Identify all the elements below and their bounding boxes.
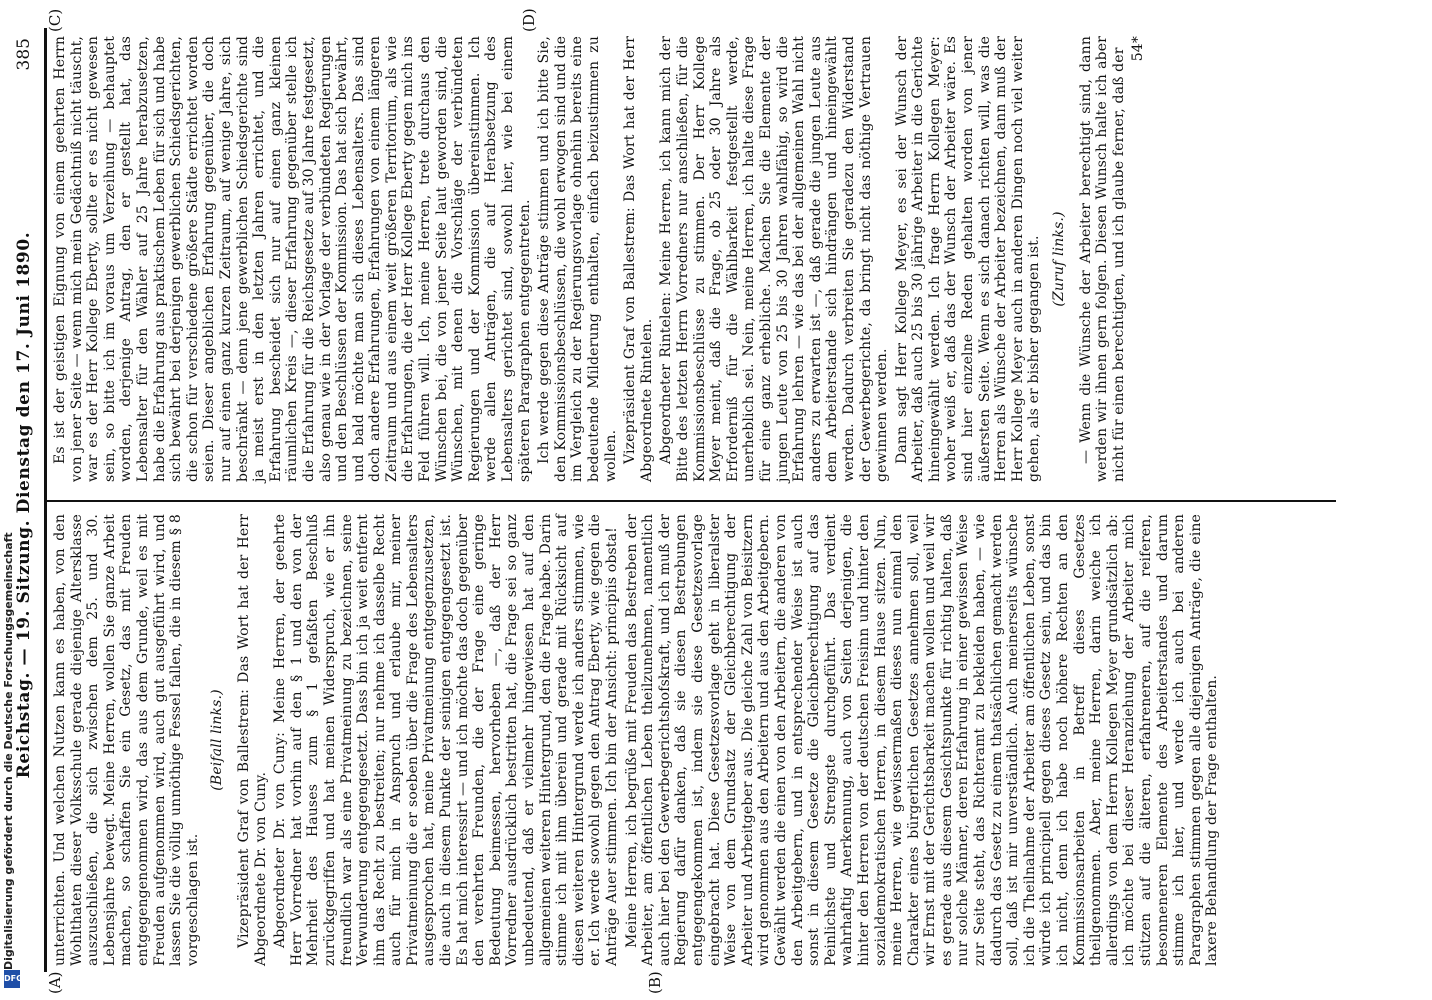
margin-mark-c: (C) [46, 8, 64, 32]
right-text-column [52, 36, 1150, 482]
signature-mark: 54* [1130, 36, 1147, 62]
speaker-paragraph: Vizepräsident Graf von Ballestrem: Das Wort hat der Herr Abgeordnete Dr. von Cuny. [235, 514, 269, 966]
paragraph: — Wenn die Wünsche der Arbeiter berechtigt sind, dann werden wir ihnen gern folgen. Diesen Wunsch halte ich aber nicht für einen berechtigten, und ich glaube ferner, daß der [1077, 36, 1127, 482]
digitization-footer: Digitalisierung gefördert durch die Deutsche Forschungsgemeinschaft DFG [2, 270, 22, 990]
page-header-title: Reichstag. — 19. Sitzung. Dienstag den 17. Juni 1890. [14, 231, 34, 779]
paragraph: Es ist der geistigen Eignung von einem geehrten Herrn von jener Seite — wenn mich mein Gedächtniß nicht täuscht, war es der Herr Kollege Eberty, sollte er es nicht gewesen sein, so bitte ich im voraus um Verzeihung — behauptet worden, derjenige Antrag, den er gestellt hat, das Lebensalter für den Wähler auf 25 Jahre herabzusetzen, habe die Erfahrung aus praktischem Leben für sich und habe sich bewährt bei derjenigen gewerblichen Schiedsgerichten, die schon für verschiedene größere Städte errichtet worden seien. Dieser angeblichen Erfahrung gegenüber, die doch nur auf einen ganz kurzen Zeitraum, auf wenige Jahre, sich beschränkt — denn jene gewerblichen Schiedsgerichte sind ja meist erst in den letzten Jahren errichtet, und die Erfahrung bescheidet sich nur auf einen ganz kleinen räumlichen Kreis —, dieser Erfahrung gegenüber stelle ich die Erfahrung für die Reichsgesetze auf 30 Jahre festgesetzt, also genau wie in der Vorlage der verbündeten Regierungen und den Beschlüssen der Kommission. Das hat sich bewährt, und bald möchte man sich dieses Lebensalters. Das sind doch andere Erfahrungen, Erfahrungen von einem längeren Zeitraum und aus einem weit größeren Territorium, als wie die Erfahrungen, die der Herr Kollege Eberty gegen mich ins Feld führen will. Ich, meine Herren, trete durchaus den Wünschen bei, die von jener Seite laut geworden sind, die Wünschen, mit denen die Vorschläge der verbündeten Regierungen und der Kommission übereinstimmen. Ich werde allen Anträgen, die auf Herabsetzung des Lebensalters gerichtet sind, sowohl hier, wie bei einem späteren Paragraphen entgegentreten. [52, 36, 533, 482]
speaker-paragraph: Vizepräsident Graf von Ballestrem: Das Wort hat der Herr Abgeordnete Rintelen. [622, 36, 655, 482]
column-divider [46, 500, 1336, 502]
paragraph: unterrichten. Und welchen Nutzen kann es haben, von den Wohlthaten dieser Volksschule gerade diejenige Altersklasse auszuschließen, die sich zwischen dem 25. und 30. Lebensjahre bewegt. Meine Herren, wollen Sie ganze Arbeit machen, so schaffen Sie ein Gesetz, das mit Freuden entgegengenommen wird, das aus dem Grunde, weil es mit Freuden aufgenommen wird, auch gut ausgeführt wird, und lassen Sie die völlig unnöthige Fessel fallen, die in diesem § 8 vorgeschlagen ist. [52, 514, 201, 966]
page-number: 385 [14, 38, 34, 71]
paragraph: Meine Herren, ich begrüße mit Freuden das Bestreben der Arbeiter, am öffentlichen Leben theilzunehmen, namentlich auch hier bei den Gewerbegerichtshofskraft, und ich muß der Regierung dafür danken, daß sie diesen Bestrebungen entgegengekommen ist, indem sie diese Gesetzesvorlage eingebracht hat. Diese Gesetzesvorlage geht in liberalster Weise von dem Grundsatz der Gleichberechtigung der Arbeiter und Arbeitgeber aus. Die gleiche Zahl von Beisitzern wird genommen aus den Arbeitern und aus den Arbeitgebern. Gewählt werden die einen von den Arbeitern, die anderen von den Arbeitgebern, und in entsprechender Weise ist auch sonst in diesem Gesetze die Gleichberechtigung auf das Peinlichste und Strengste durchgeführt. Das verdient wahrhaftig Anerkennung, auch von Seiten derjenigen, die hinter den Herren von der deutschen Freisinn und hinter den sozialdemokratischen Herren, in diesem Hause sitzen. Nun, meine Herren, wie gewissermaßen dieses nun einmal den Charakter eines bürgerlichen Gesetzes annehmen soll, weil wir Ernst mit der Gerichtsbarkeit machen wollen und weil wir es gerade aus diesem Gesichtspunkte für richtig halten, daß nur solche Männer, deren Erfahrung in einer gewissen Weise zur Seite steht, das Richteramt zu bekleiden haben, — wie dadurch das Gesetz zu einem thatsächlichen gemacht werden soll, daß ist mir unverständlich. Auch meinerseits wünsche ich die Theilnahme der Arbeiter am öffentlichen Leben, sonst würde ich principiell gegen dieses Gesetz sein, und das bin ich nicht, denn ich habe noch höhere Rechten an den Kommissionsarbeiten in Betreff dieses Gesetzes theilgenommen. Aber, meine Herren, darin weiche ich allerdings von dem Herrn Kollegen Meyer grundsätzlich ab: ich möchte bei dieser Heranziehung der Arbeiter mich stützen auf die älteren, erfahreneren, auf die reiferen, besonneneren Elemente des Arbeiterstandes und darum stimme ich hier, und werde ich auch bei anderen Paragraphen stimmen gegen alle diejenigen Anträge, die eine laxere Behandlung der Frage enthalten. [623, 514, 1221, 966]
paragraph: Dann sagt Herr Kollege Meyer, es sei der Wunsch der Arbeiter, daß auch 25 bis 30 jährige Arbeiter in die Gerichte hineingewählt werden. Ich frage Herrn Kollegen Meyer: woher weiß er, daß das der Wunsch der Arbeiter wäre. Es sind hier einzelne Reden gehalten worden von jener äußersten Seite. Wenn es sich danach richten will, was die Herren als Wünsche der Arbeiter bezeichnen, dann muß der Herr Kollege Meyer auch in anderen Dingen noch viel weiter gehen, als er bisher gegangen ist. [893, 36, 1043, 482]
interjection: (Beifall links.) [209, 689, 226, 791]
margin-mark-b: (B) [646, 971, 664, 994]
paragraph: Ich werde gegen diese Anträge stimmen und ich bitte Sie, den Kommissionsbeschlüssen, die wohl erwogen sind und die im Vergleich zu der Regierungsvorlage ohnehin bereits eine bedeutende Milderung enthalten, einfach beizustimmen zu wollen. [536, 36, 619, 482]
speaker-paragraph: Abgeordneter Dr. von Cuny: Meine Herren, der geehrte Herr Vorredner hat vorhin auf den § 1 und den von der Mehrheit des Hauses zum § 1 gefaßten Beschluß zurückgegriffen und hat meinen Widerspruch, wie er ihn freundlich war als eine Privatmeinung zu bezeichnen, seine Verwunderung entgegengesetzt. Dass bin ich ja weit entfernt ihm das Recht zu bestreiten; nur nehme ich dasselbe Recht auch für mich in Anspruch und erlaube mir, meiner Privatmeinung die er soeben über die Frage des Lebensalters ausgesprochen hat, meine Privatmeinung entgegenzusetzen, die auch in diesem Punkte der seinigen entgegengesetzt ist. Es hat mich interessirt — und ich möchte das doch gegenüber den verehrten Freunden, die der Frage eine geringe Bedeutung beimessen, hervorheben —, daß der Herr Vorredner ausdrücklich bestritten hat, die Frage sei so ganz unbedeutend, daß er vielmehr hingewiesen hat auf den allgemeinen weiteren Hintergrund, den die Frage habe. Darin stimme ich mit ihm überein und gerade mit Rücksicht auf diesen weiteren Hintergrund werde ich anders stimmen, wie er. Ich werde sowohl gegen den Antrag Eberty, wie gegen die Anträge Auer stimmen. Ich bin der Ansicht: principiis obsta! [272, 514, 620, 966]
margin-mark-d: (D) [520, 8, 538, 32]
margin-mark-a: (A) [46, 971, 64, 994]
interjection: (Zuruf links.) [1051, 211, 1068, 307]
left-text-column [52, 514, 1224, 966]
dfg-logo: DFG [4, 970, 20, 988]
speaker-paragraph: Abgeordneter Rintelen: Meine Herren, ich kann mich der Bitte des letzten Herrn Vorredners nur anschließen, für die Kommissionsbeschlüsse zu stimmen. Der Herr Kollege Meyer meint, daß die Frage, ob 25 oder 30 Jahre als Erforderniß für die Wählbarkeit festgestellt werde, unerheblich sei. Nein, meine Herren, ich halte diese Frage für eine ganz erhebliche. Machen Sie die Elemente der jungen Leute von 25 bis 30 Jahren wahlfähig, so wird die Erfahrung lehren — wie das bei der allgemeinen Wahl nicht anders zu erwarten ist —, daß gerade die jungen Leute aus dem Arbeiterstande sich hindrängen und hineingewählt werden. Dadurch verbreiten Sie geradezu den Widerstand der Gewerbegerichte, da bringt nicht das nöthige Vertrauen gewinnen werden. [658, 36, 891, 482]
